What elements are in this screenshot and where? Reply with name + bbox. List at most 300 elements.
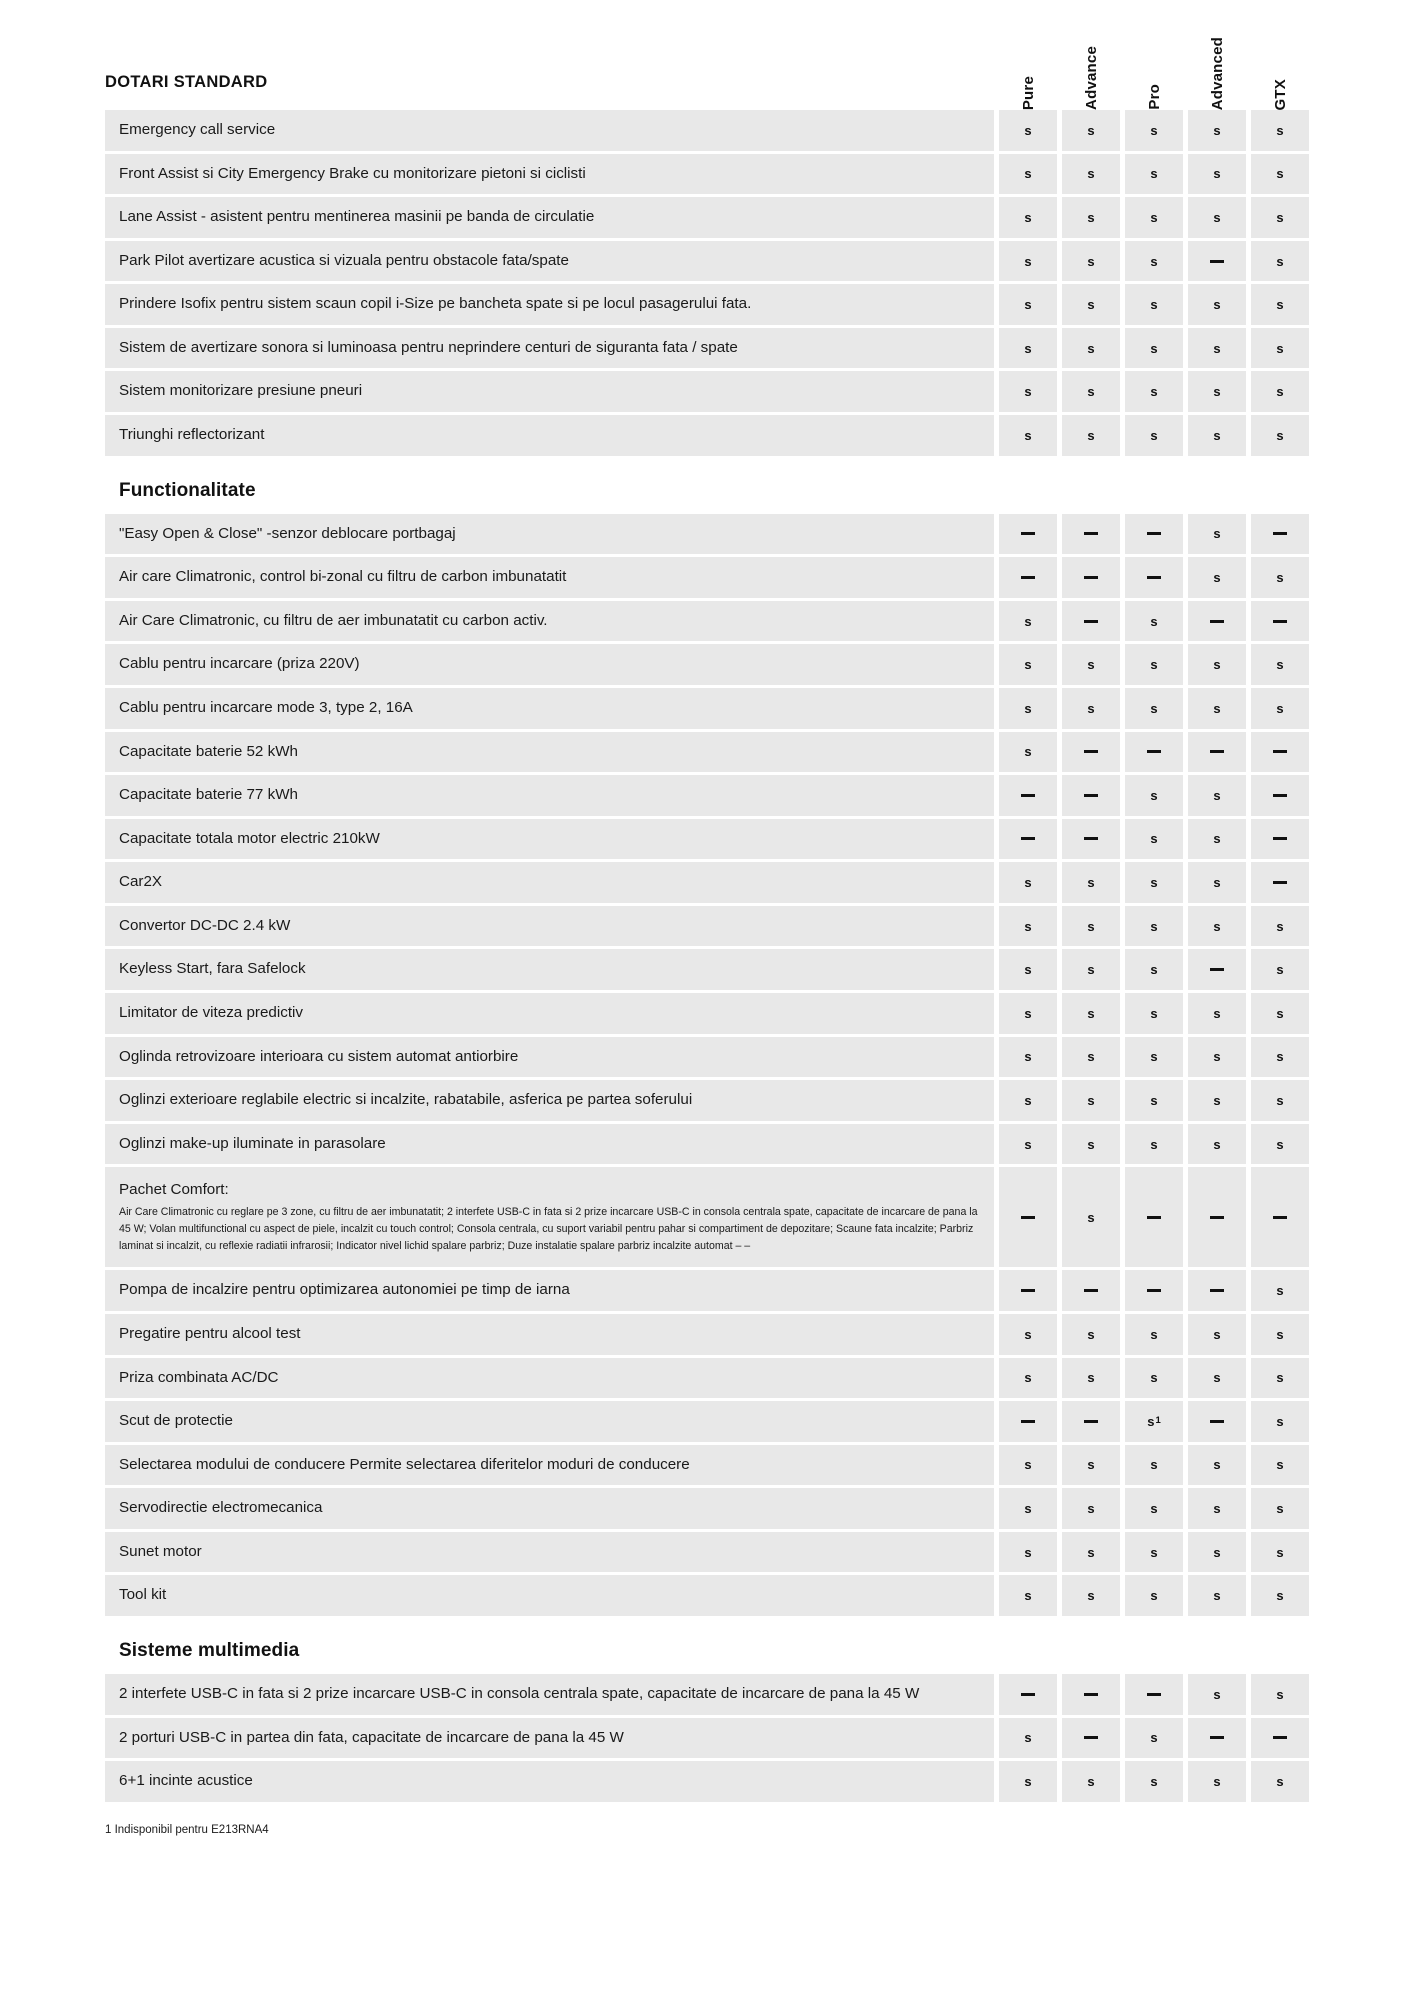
cell-not-available <box>1251 1718 1309 1759</box>
row-values <box>994 1314 1309 1355</box>
cell-standard: s <box>1251 110 1309 151</box>
cell-not-available <box>1062 1718 1120 1759</box>
cell-not-available <box>1251 775 1309 816</box>
cell-standard: s <box>1062 241 1120 282</box>
cell-standard: s <box>999 154 1057 195</box>
cell-standard: s <box>1125 197 1183 238</box>
cell-standard: s <box>1251 1314 1309 1355</box>
dash-icon <box>1210 1736 1224 1739</box>
row-values <box>994 732 1309 773</box>
row-label <box>105 1167 994 1267</box>
dash-icon <box>1084 620 1098 623</box>
row-values <box>994 557 1309 598</box>
cell-standard: s <box>1251 284 1309 325</box>
cell-standard: s <box>1062 284 1120 325</box>
cell-standard: s <box>1251 1401 1309 1442</box>
row-label: Cablu pentru incarcare mode 3, type 2, 16A <box>105 688 994 729</box>
cell-standard: s <box>1188 1488 1246 1529</box>
table-row <box>105 1532 1309 1573</box>
table-row <box>105 1080 1309 1121</box>
dash-icon <box>1273 1736 1287 1739</box>
cell-standard: s <box>999 110 1057 151</box>
row-values <box>994 1488 1309 1529</box>
cell-standard: s <box>999 415 1057 456</box>
column-header-label: Advanced <box>1208 36 1226 110</box>
row-label: Scut de protectie <box>105 1401 994 1442</box>
cell-standard: s <box>1251 1761 1309 1802</box>
cell-standard: s <box>1125 601 1183 642</box>
row-values <box>994 993 1309 1034</box>
cell-standard: s <box>1251 415 1309 456</box>
row-values <box>994 1358 1309 1399</box>
row-values <box>994 110 1309 151</box>
cell-standard: s <box>999 371 1057 412</box>
cell-standard: s <box>1251 906 1309 947</box>
cell-standard: s <box>1251 688 1309 729</box>
row-label: "Easy Open & Close" -senzor deblocare portbagaj <box>105 514 994 555</box>
dash-icon <box>1273 532 1287 535</box>
row-values <box>994 371 1309 412</box>
cell-not-available <box>999 1270 1057 1311</box>
column-header-gtx <box>1251 18 1309 110</box>
cell-standard: s <box>1125 110 1183 151</box>
dash-icon <box>1021 576 1035 579</box>
row-values <box>994 514 1309 555</box>
cell-standard: s <box>1188 110 1246 151</box>
row-values <box>994 1124 1309 1165</box>
cell-not-available <box>1062 1270 1120 1311</box>
package-title: Pachet Comfort: <box>119 1181 229 1199</box>
cell-not-available <box>1188 1270 1246 1311</box>
cell-standard: s <box>1062 1167 1120 1267</box>
dash-icon <box>1273 1216 1287 1219</box>
cell-not-available <box>1125 514 1183 555</box>
dash-icon <box>1021 1289 1035 1292</box>
row-label: 2 interfete USB-C in fata si 2 prize incarcare USB-C in consola centrala spate, capacitate de incarcare de pana la 45 W <box>105 1674 994 1715</box>
row-values <box>994 415 1309 456</box>
dash-icon <box>1210 1289 1224 1292</box>
dash-icon <box>1021 532 1035 535</box>
table-row <box>105 1488 1309 1529</box>
cell-not-available <box>1251 732 1309 773</box>
row-values <box>994 154 1309 195</box>
table-row <box>105 993 1309 1034</box>
cell-not-available <box>1188 1718 1246 1759</box>
cell-standard: s <box>1125 328 1183 369</box>
spec-sheet-page <box>105 0 1309 2000</box>
cell-standard: s <box>1125 775 1183 816</box>
cell-standard: s <box>999 1358 1057 1399</box>
table-row <box>105 1314 1309 1355</box>
cell-standard: s <box>999 1080 1057 1121</box>
page-title: DOTARI STANDARD <box>105 73 268 91</box>
table-row <box>105 1674 1309 1715</box>
cell-standard: s <box>1125 154 1183 195</box>
cell-standard: s <box>999 1761 1057 1802</box>
cell-standard: s <box>999 1124 1057 1165</box>
dash-icon <box>1021 1693 1035 1696</box>
cell-standard: s <box>1062 688 1120 729</box>
column-header-pro <box>1125 18 1183 110</box>
row-label: Servodirectie electromecanica <box>105 1488 994 1529</box>
cell-standard: s <box>1251 1270 1309 1311</box>
row-label: Tool kit <box>105 1575 994 1616</box>
dash-icon <box>1210 260 1224 263</box>
column-headers <box>994 18 1309 110</box>
cell-standard: s <box>1125 1575 1183 1616</box>
cell-standard: s <box>1125 906 1183 947</box>
row-label: 6+1 incinte acustice <box>105 1761 994 1802</box>
cell-standard: s <box>999 1488 1057 1529</box>
row-label: Emergency call service <box>105 110 994 151</box>
row-label: Capacitate baterie 52 kWh <box>105 732 994 773</box>
row-values <box>994 688 1309 729</box>
cell-standard: s <box>1125 1358 1183 1399</box>
cell-not-available <box>1125 557 1183 598</box>
package-description: Air Care Climatronic cu reglare pe 3 zone, cu filtru de aer imbunatatit; 2 interfete USB-C in fata si 2 prize incarcare USB-C in consola centrala spate, capacitate de incarcare de pana la 45 W; Volan multifunctional cu aspect de piele, incalzit cu touch control; Consola centrala, cu suport variabil pentru pahar si compartiment de depozitare; Scaune fata incalzite; Parbriz laminat si incalzit, cu reflexie radiatii infrarosii; Indicator nivel lichid spalare parbriz; Duze instalatie spalare parbriz incalzite automat – – <box>119 1205 978 1253</box>
dash-icon <box>1021 1420 1035 1423</box>
table-row <box>105 557 1309 598</box>
cell-standard: s <box>1062 862 1120 903</box>
row-label: Oglinzi make-up iluminate in parasolare <box>105 1124 994 1165</box>
cell-not-available <box>999 1674 1057 1715</box>
cell-standard: s <box>999 197 1057 238</box>
cell-not-available <box>1188 1401 1246 1442</box>
row-values <box>994 601 1309 642</box>
table-row <box>105 1575 1309 1616</box>
dash-icon <box>1084 750 1098 753</box>
row-values <box>994 775 1309 816</box>
row-label: Cablu pentru incarcare (priza 220V) <box>105 644 994 685</box>
row-values <box>994 949 1309 990</box>
cell-standard: s <box>1125 1761 1183 1802</box>
cell-standard: s <box>1125 949 1183 990</box>
table-row <box>105 1718 1309 1759</box>
table-row <box>105 1401 1309 1442</box>
cell-standard: s <box>1188 371 1246 412</box>
row-label: Limitator de viteza predictiv <box>105 993 994 1034</box>
cell-standard: s <box>1251 1124 1309 1165</box>
cell-standard: s <box>1062 154 1120 195</box>
cell-standard: s <box>1188 415 1246 456</box>
dash-icon <box>1084 532 1098 535</box>
cell-standard: s <box>1062 906 1120 947</box>
cell-not-available <box>1062 601 1120 642</box>
spec-table <box>105 110 1309 1802</box>
row-values <box>994 284 1309 325</box>
row-label: Prindere Isofix pentru sistem scaun copil i-Size pe bancheta spate si pe locul pasagerului fata. <box>105 284 994 325</box>
dash-icon <box>1273 750 1287 753</box>
cell-standard: s <box>1188 1358 1246 1399</box>
dash-icon <box>1210 620 1224 623</box>
cell-not-available <box>1062 557 1120 598</box>
row-label: Sistem de avertizare sonora si luminoasa pentru neprindere centuri de siguranta fata / spate <box>105 328 994 369</box>
cell-standard: s <box>999 862 1057 903</box>
row-values <box>994 906 1309 947</box>
cell-standard: s <box>1251 1445 1309 1486</box>
row-label: Air care Climatronic, control bi-zonal cu filtru de carbon imbunatatit <box>105 557 994 598</box>
row-label: Selectarea modului de conducere Permite selectarea diferitelor moduri de conducere <box>105 1445 994 1486</box>
cell-standard: s <box>1251 1358 1309 1399</box>
cell-standard: s <box>1188 328 1246 369</box>
cell-standard: s <box>999 688 1057 729</box>
table-row <box>105 154 1309 195</box>
row-label: Pompa de incalzire pentru optimizarea autonomiei pe timp de iarna <box>105 1270 994 1311</box>
cell-not-available <box>1188 601 1246 642</box>
row-values <box>994 1575 1309 1616</box>
dash-icon <box>1084 794 1098 797</box>
dash-icon <box>1147 1216 1161 1219</box>
cell-standard: s <box>1062 1358 1120 1399</box>
cell-standard: s <box>1125 1532 1183 1573</box>
dash-icon <box>1210 1420 1224 1423</box>
cell-standard: s <box>1188 1575 1246 1616</box>
cell-standard: s <box>1251 371 1309 412</box>
table-row <box>105 906 1309 947</box>
table-row <box>105 949 1309 990</box>
cell-not-available <box>1188 241 1246 282</box>
cell-standard: s <box>1062 1080 1120 1121</box>
column-header-label: GTX <box>1271 78 1289 110</box>
table-row <box>105 415 1309 456</box>
row-values <box>994 1674 1309 1715</box>
row-label: Oglinda retrovizoare interioara cu sistem automat antiorbire <box>105 1037 994 1078</box>
cell-standard: s <box>1125 1037 1183 1078</box>
row-label: Convertor DC-DC 2.4 kW <box>105 906 994 947</box>
row-label: Park Pilot avertizare acustica si vizuala pentru obstacole fata/spate <box>105 241 994 282</box>
cell-not-available <box>1251 1167 1309 1267</box>
dash-icon <box>1084 1289 1098 1292</box>
row-values <box>994 1080 1309 1121</box>
cell-standard: s <box>1188 154 1246 195</box>
cell-standard: s <box>1125 371 1183 412</box>
table-row <box>105 514 1309 555</box>
cell-not-available <box>999 1167 1057 1267</box>
cell-not-available <box>1062 1401 1120 1442</box>
cell-standard: s <box>1188 993 1246 1034</box>
dash-icon <box>1147 1693 1161 1696</box>
table-row <box>105 1445 1309 1486</box>
cell-standard: s <box>1251 1674 1309 1715</box>
cell-not-available <box>1125 1270 1183 1311</box>
footnote: 1 Indisponibil pentru E213RNA4 <box>105 1823 269 1836</box>
table-row <box>105 284 1309 325</box>
cell-not-available <box>1125 1674 1183 1715</box>
cell-standard: s <box>1125 1080 1183 1121</box>
dash-icon <box>1084 576 1098 579</box>
row-label: Capacitate totala motor electric 210kW <box>105 819 994 860</box>
cell-standard: s <box>999 1718 1057 1759</box>
cell-not-available <box>999 514 1057 555</box>
cell-standard: s <box>1125 819 1183 860</box>
table-row <box>105 328 1309 369</box>
table-row <box>105 732 1309 773</box>
row-values <box>994 1401 1309 1442</box>
cell-not-available <box>1062 514 1120 555</box>
row-values <box>994 819 1309 860</box>
cell-standard: s <box>1188 1124 1246 1165</box>
cell-standard: s <box>999 906 1057 947</box>
cell-standard: s <box>1062 110 1120 151</box>
row-label: Sistem monitorizare presiune pneuri <box>105 371 994 412</box>
row-values <box>994 862 1309 903</box>
table-row <box>105 110 1309 151</box>
cell-standard: s <box>1062 644 1120 685</box>
cell-standard: s <box>1188 819 1246 860</box>
cell-standard: s <box>999 1532 1057 1573</box>
cell-standard: s <box>999 1575 1057 1616</box>
cell-not-available <box>1251 819 1309 860</box>
cell-standard: s <box>1062 1445 1120 1486</box>
dash-icon <box>1147 750 1161 753</box>
dash-icon <box>1021 1216 1035 1219</box>
cell-not-available <box>1125 1167 1183 1267</box>
row-values <box>994 1718 1309 1759</box>
table-header <box>105 0 1309 110</box>
cell-standard: s <box>1125 241 1183 282</box>
cell-standard: s <box>1125 993 1183 1034</box>
cell-not-available <box>1125 732 1183 773</box>
row-label: Keyless Start, fara Safelock <box>105 949 994 990</box>
cell-not-available <box>999 557 1057 598</box>
dash-icon <box>1147 1289 1161 1292</box>
cell-standard: s <box>1062 1575 1120 1616</box>
column-header-label: Pure <box>1019 75 1037 110</box>
cell-standard: s <box>1251 1488 1309 1529</box>
cell-standard: s <box>1251 949 1309 990</box>
cell-standard: s <box>1125 415 1183 456</box>
row-label: 2 porturi USB-C in partea din fata, capacitate de incarcare de pana la 45 W <box>105 1718 994 1759</box>
cell-standard: s <box>1188 1314 1246 1355</box>
cell-standard: s <box>1062 1314 1120 1355</box>
cell-standard: s <box>1062 1488 1120 1529</box>
row-values <box>994 1532 1309 1573</box>
row-label: Front Assist si City Emergency Brake cu monitorizare pietoni si ciclisti <box>105 154 994 195</box>
dash-icon <box>1210 968 1224 971</box>
cell-standard: s <box>1062 1037 1120 1078</box>
row-label: Pregatire pentru alcool test <box>105 1314 994 1355</box>
table-row <box>105 819 1309 860</box>
dash-icon <box>1084 1736 1098 1739</box>
dash-icon <box>1273 837 1287 840</box>
page-title-cell <box>105 73 994 110</box>
cell-standard: s <box>999 949 1057 990</box>
cell-standard: s <box>1188 1674 1246 1715</box>
table-row <box>105 688 1309 729</box>
cell-standard: s <box>1188 775 1246 816</box>
row-label: Sunet motor <box>105 1532 994 1573</box>
cell-not-available <box>1188 732 1246 773</box>
dash-icon <box>1273 794 1287 797</box>
cell-not-available <box>1062 819 1120 860</box>
dash-icon <box>1021 794 1035 797</box>
row-values <box>994 1167 1309 1267</box>
dash-icon <box>1273 620 1287 623</box>
table-row <box>105 197 1309 238</box>
row-values <box>994 644 1309 685</box>
cell-standard: s <box>1251 1532 1309 1573</box>
cell-standard: s <box>1062 1124 1120 1165</box>
cell-standard: s <box>1125 1488 1183 1529</box>
table-row <box>105 371 1309 412</box>
table-row <box>105 241 1309 282</box>
row-values <box>994 241 1309 282</box>
section-title: Sisteme multimedia <box>119 1639 300 1661</box>
cell-standard: s <box>1188 1037 1246 1078</box>
cell-not-available <box>1251 862 1309 903</box>
column-header-advance <box>1062 18 1120 110</box>
cell-standard: s <box>1188 688 1246 729</box>
cell-standard: s <box>1125 644 1183 685</box>
row-label: Car2X <box>105 862 994 903</box>
table-row <box>105 1761 1309 1802</box>
dash-icon <box>1021 837 1035 840</box>
cell-standard: s <box>1125 688 1183 729</box>
dash-icon <box>1084 837 1098 840</box>
cell-standard: s <box>999 328 1057 369</box>
cell-standard: s <box>999 1314 1057 1355</box>
dash-icon <box>1084 1693 1098 1696</box>
cell-standard: s <box>1125 862 1183 903</box>
cell-standard: s <box>1188 1445 1246 1486</box>
row-label: Lane Assist - asistent pentru mentinerea masinii pe banda de circulatie <box>105 197 994 238</box>
cell-standard: s <box>1062 328 1120 369</box>
cell-standard: s <box>1251 328 1309 369</box>
cell-standard: s <box>1062 371 1120 412</box>
cell-standard: s <box>999 1037 1057 1078</box>
cell-standard: s <box>1251 1575 1309 1616</box>
row-label: Capacitate baterie 77 kWh <box>105 775 994 816</box>
row-label: Air Care Climatronic, cu filtru de aer imbunatatit cu carbon activ. <box>105 601 994 642</box>
cell-standard: s <box>999 284 1057 325</box>
cell-standard-footnoted: s 1 <box>1125 1401 1183 1442</box>
cell-standard: s <box>1062 1532 1120 1573</box>
table-row <box>105 1124 1309 1165</box>
cell-standard: s <box>1251 993 1309 1034</box>
table-row <box>105 1358 1309 1399</box>
cell-standard: s <box>1188 1532 1246 1573</box>
cell-standard: s <box>1125 284 1183 325</box>
table-row <box>105 862 1309 903</box>
column-header-label: Pro <box>1145 84 1163 110</box>
cell-standard: s <box>999 601 1057 642</box>
cell-standard: s <box>1251 197 1309 238</box>
cell-standard: s <box>1251 557 1309 598</box>
cell-standard: s <box>1062 1761 1120 1802</box>
cell-not-available <box>1062 1674 1120 1715</box>
row-values <box>994 1270 1309 1311</box>
cell-standard: s <box>1188 514 1246 555</box>
cell-standard: s <box>999 732 1057 773</box>
dash-icon <box>1210 1216 1224 1219</box>
column-header-label: Advance <box>1082 46 1100 110</box>
row-values <box>994 1037 1309 1078</box>
row-label: Triunghi reflectorizant <box>105 415 994 456</box>
cell-standard: s <box>999 1445 1057 1486</box>
cell-standard: s <box>1062 197 1120 238</box>
cell-not-available <box>1251 514 1309 555</box>
column-header-pure <box>999 18 1057 110</box>
cell-standard: s <box>1188 284 1246 325</box>
dash-icon <box>1210 750 1224 753</box>
cell-standard: s <box>1188 197 1246 238</box>
cell-standard: s <box>1251 1037 1309 1078</box>
table-row <box>105 644 1309 685</box>
cell-standard: s <box>1251 644 1309 685</box>
cell-standard: s <box>1251 1080 1309 1121</box>
dash-icon <box>1084 1420 1098 1423</box>
cell-standard: s <box>1062 415 1120 456</box>
